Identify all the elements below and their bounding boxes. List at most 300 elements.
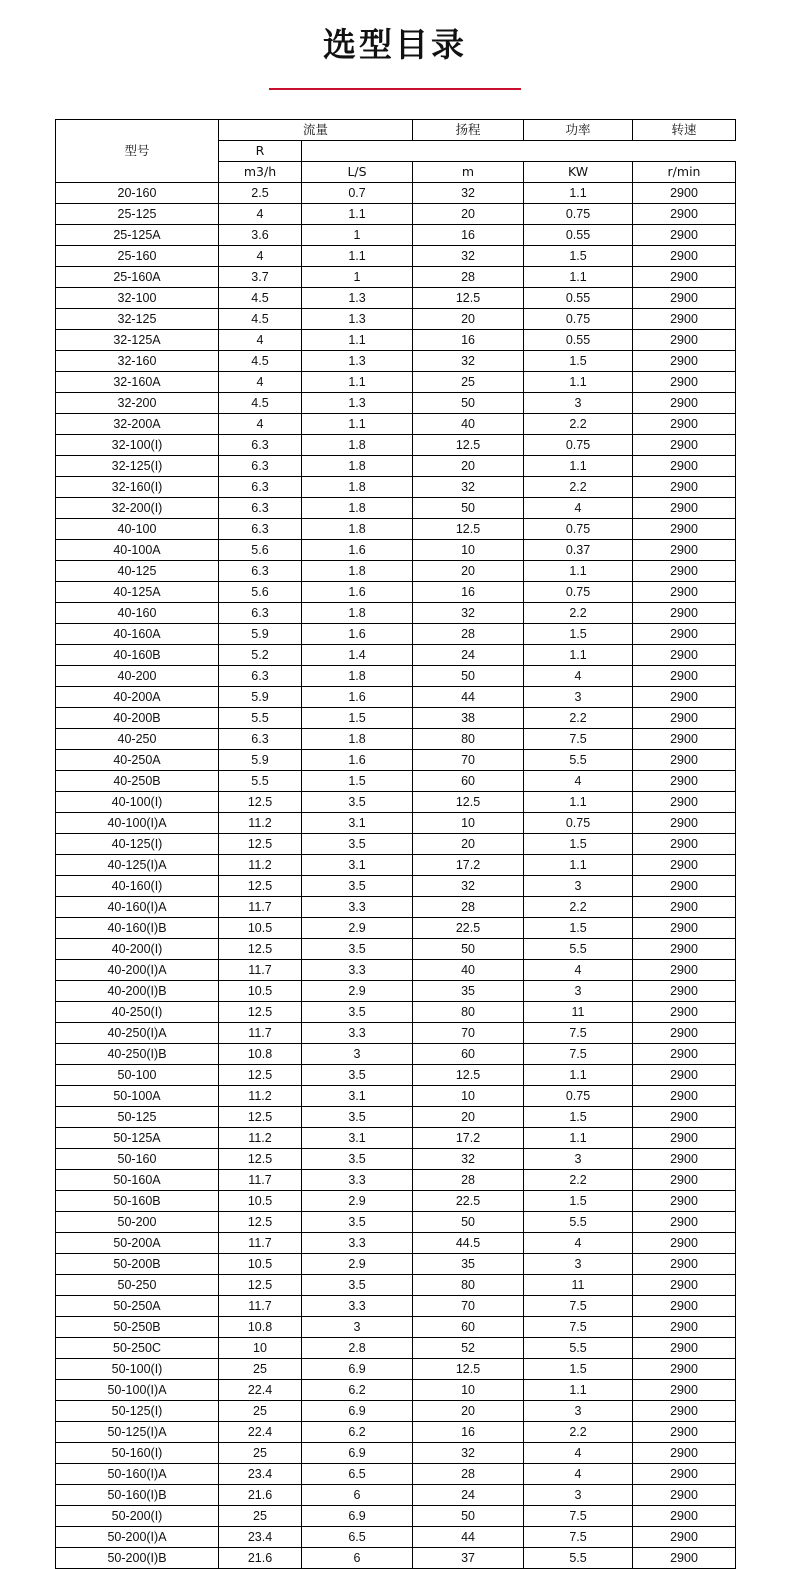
cell-flow-ls: 3.3 [302,1023,413,1044]
cell-flow-m3h: 6.3 [219,477,302,498]
cell-speed: 2900 [633,393,736,414]
cell-speed: 2900 [633,1233,736,1254]
cell-speed: 2900 [633,792,736,813]
cell-flow-m3h: 6.3 [219,666,302,687]
cell-speed: 2900 [633,750,736,771]
cell-power: 1.1 [524,1065,633,1086]
table-row [56,1065,736,1086]
cell-head: 24 [413,1485,524,1506]
cell-flow-ls: 3.5 [302,1107,413,1128]
cell-flow-m3h: 5.2 [219,645,302,666]
cell-flow-ls: 0.7 [302,183,413,204]
cell-flow-m3h: 25 [219,1359,302,1380]
cell-flow-m3h: 12.5 [219,876,302,897]
cell-model: 50-250 [56,1275,219,1296]
cell-flow-m3h: 4.5 [219,351,302,372]
cell-flow-m3h: 5.5 [219,708,302,729]
cell-flow-m3h: 12.5 [219,1002,302,1023]
cell-power: 1.1 [524,183,633,204]
cell-model: 25-125A [56,225,219,246]
cell-model: 40-160(I)A [56,897,219,918]
cell-flow-m3h: 4 [219,414,302,435]
cell-head: 80 [413,729,524,750]
table-row [56,1422,736,1443]
cell-power: 5.5 [524,750,633,771]
cell-power: 7.5 [524,1527,633,1548]
table-row [56,645,736,666]
cell-power: 0.75 [524,519,633,540]
cell-power: 3 [524,687,633,708]
cell-flow-ls: 3.3 [302,1170,413,1191]
cell-flow-ls: 6 [302,1548,413,1569]
cell-power: 5.5 [524,1338,633,1359]
cell-speed: 2900 [633,435,736,456]
table-row [56,246,736,267]
cell-flow-m3h: 21.6 [219,1548,302,1569]
cell-model: 40-250 [56,729,219,750]
cell-flow-m3h: 25 [219,1506,302,1527]
cell-flow-m3h: 23.4 [219,1464,302,1485]
cell-speed: 2900 [633,687,736,708]
cell-speed: 2900 [633,855,736,876]
cell-head: 40 [413,414,524,435]
table-row [56,1212,736,1233]
cell-power: 4 [524,1233,633,1254]
cell-speed: 2900 [633,267,736,288]
cell-flow-ls: 3.5 [302,876,413,897]
cell-power: 1.5 [524,834,633,855]
cell-flow-ls: 3.3 [302,1296,413,1317]
cell-power: 1.1 [524,792,633,813]
cell-model: 40-200A [56,687,219,708]
cell-flow-ls: 1.4 [302,645,413,666]
cell-model: 32-200(I) [56,498,219,519]
cell-model: 50-125A [56,1128,219,1149]
cell-flow-ls: 1.8 [302,729,413,750]
cell-flow-ls: 1.6 [302,750,413,771]
cell-flow-ls: 1.8 [302,498,413,519]
cell-flow-m3h: 6.3 [219,435,302,456]
cell-flow-m3h: 10 [219,1338,302,1359]
cell-head: 20 [413,456,524,477]
cell-flow-m3h: 22.4 [219,1380,302,1401]
cell-power: 0.75 [524,204,633,225]
cell-power: 1.5 [524,1359,633,1380]
cell-flow-ls: 2.9 [302,918,413,939]
cell-power: 0.75 [524,435,633,456]
table-row [56,1128,736,1149]
table-row [56,960,736,981]
table-row [56,876,736,897]
table-row [56,708,736,729]
cell-speed: 2900 [633,561,736,582]
cell-model: 50-160(I) [56,1443,219,1464]
cell-flow-ls: 1.8 [302,477,413,498]
cell-model: 50-200(I)B [56,1548,219,1569]
cell-power: 7.5 [524,729,633,750]
cell-flow-ls: 1.1 [302,372,413,393]
table-row [56,1380,736,1401]
cell-power: 4 [524,498,633,519]
cell-head: 32 [413,603,524,624]
cell-flow-m3h: 10.5 [219,1254,302,1275]
cell-speed: 2900 [633,246,736,267]
cell-head: 35 [413,981,524,1002]
cell-head: 50 [413,939,524,960]
cell-head: 60 [413,1044,524,1065]
cell-head: 17.2 [413,1128,524,1149]
table-row [56,1233,736,1254]
table-row [56,288,736,309]
cell-flow-ls: 1.6 [302,540,413,561]
table-row [56,981,736,1002]
page-title: 选型目录 [323,25,467,64]
column-header-head-unit: m [413,162,524,183]
table-row [56,225,736,246]
cell-power: 3 [524,1254,633,1275]
cell-flow-m3h: 4 [219,330,302,351]
cell-speed: 2900 [633,834,736,855]
column-header-model: 型号 [56,120,219,183]
cell-speed: 2900 [633,1506,736,1527]
cell-head: 16 [413,582,524,603]
table-row [56,1317,736,1338]
cell-power: 3 [524,876,633,897]
cell-flow-ls: 3.3 [302,960,413,981]
cell-speed: 2900 [633,1044,736,1065]
cell-power: 1.5 [524,1107,633,1128]
cell-model: 40-250(I) [56,1002,219,1023]
cell-head: 70 [413,1296,524,1317]
table-row [56,666,736,687]
cell-flow-m3h: 22.4 [219,1422,302,1443]
cell-speed: 2900 [633,981,736,1002]
cell-head: 24 [413,645,524,666]
cell-power: 1.1 [524,267,633,288]
cell-power: 2.2 [524,708,633,729]
cell-flow-ls: 1.8 [302,435,413,456]
cell-model: 50-200B [56,1254,219,1275]
cell-head: 44 [413,1527,524,1548]
cell-flow-m3h: 12.5 [219,939,302,960]
cell-model: 40-125(I) [56,834,219,855]
cell-head: 28 [413,624,524,645]
cell-model: 32-160A [56,372,219,393]
cell-speed: 2900 [633,540,736,561]
cell-model: 50-160B [56,1191,219,1212]
cell-head: 10 [413,1380,524,1401]
cell-head: 70 [413,750,524,771]
cell-power: 11 [524,1002,633,1023]
cell-head: 50 [413,1506,524,1527]
cell-head: 28 [413,1170,524,1191]
specification-table [55,119,736,1569]
cell-flow-ls: 6.2 [302,1422,413,1443]
table-body [56,183,736,1569]
cell-flow-m3h: 4 [219,246,302,267]
table-row [56,540,736,561]
cell-power: 3 [524,393,633,414]
cell-flow-m3h: 5.9 [219,624,302,645]
cell-head: 10 [413,540,524,561]
cell-power: 2.2 [524,477,633,498]
cell-speed: 2900 [633,645,736,666]
cell-flow-ls: 6 [302,1485,413,1506]
cell-head: 32 [413,876,524,897]
cell-speed: 2900 [633,330,736,351]
cell-power: 0.75 [524,1086,633,1107]
cell-head: 80 [413,1275,524,1296]
cell-model: 40-100(I) [56,792,219,813]
table-row [56,1044,736,1065]
cell-flow-m3h: 4 [219,372,302,393]
cell-power: 7.5 [524,1506,633,1527]
cell-power: 0.75 [524,582,633,603]
table-row [56,939,736,960]
cell-speed: 2900 [633,1086,736,1107]
cell-flow-ls: 6.9 [302,1506,413,1527]
cell-speed: 2900 [633,1548,736,1569]
cell-flow-m3h: 4.5 [219,393,302,414]
cell-power: 4 [524,666,633,687]
table-row [56,519,736,540]
table-row [56,1506,736,1527]
cell-flow-ls: 3.1 [302,855,413,876]
cell-flow-m3h: 4.5 [219,288,302,309]
cell-power: 11 [524,1275,633,1296]
cell-model: 40-200(I) [56,939,219,960]
cell-flow-m3h: 12.5 [219,1149,302,1170]
cell-head: 50 [413,1212,524,1233]
cell-model: 20-160 [56,183,219,204]
cell-model: 40-200B [56,708,219,729]
cell-model: 50-100 [56,1065,219,1086]
cell-speed: 2900 [633,729,736,750]
cell-flow-m3h: 4.5 [219,309,302,330]
cell-flow-ls: 3 [302,1044,413,1065]
table-row [56,1359,736,1380]
cell-model: 32-100 [56,288,219,309]
cell-model: 50-160A [56,1170,219,1191]
cell-flow-ls: 1.8 [302,666,413,687]
cell-power: 0.75 [524,309,633,330]
column-header-flow: 流量 [219,120,413,141]
cell-flow-ls: 3.5 [302,1149,413,1170]
cell-flow-m3h: 5.9 [219,687,302,708]
cell-model: 50-160 [56,1149,219,1170]
cell-model: 25-160A [56,267,219,288]
cell-speed: 2900 [633,1338,736,1359]
table-row [56,183,736,204]
cell-power: 1.5 [524,624,633,645]
cell-speed: 2900 [633,918,736,939]
cell-model: 40-250A [56,750,219,771]
table-row [56,897,736,918]
cell-speed: 2900 [633,582,736,603]
cell-flow-ls: 1.8 [302,561,413,582]
cell-model: 50-125 [56,1107,219,1128]
table-row [56,792,736,813]
cell-flow-ls: 3.5 [302,1212,413,1233]
cell-head: 70 [413,1023,524,1044]
cell-speed: 2900 [633,372,736,393]
cell-speed: 2900 [633,1485,736,1506]
cell-flow-m3h: 6.3 [219,603,302,624]
cell-speed: 2900 [633,771,736,792]
header-row-1 [56,120,736,141]
cell-speed: 2900 [633,666,736,687]
table-row [56,813,736,834]
cell-flow-ls: 6.9 [302,1443,413,1464]
spec-table-wrapper [55,119,735,1569]
table-row [56,1191,736,1212]
cell-model: 40-160 [56,603,219,624]
cell-speed: 2900 [633,876,736,897]
cell-flow-ls: 6.2 [302,1380,413,1401]
cell-head: 32 [413,246,524,267]
cell-speed: 2900 [633,1149,736,1170]
cell-model: 50-200(I) [56,1506,219,1527]
cell-power: 4 [524,771,633,792]
cell-power: 4 [524,1464,633,1485]
cell-power: 3 [524,1401,633,1422]
cell-model: 32-125(I) [56,456,219,477]
cell-speed: 2900 [633,603,736,624]
cell-speed: 2900 [633,1443,736,1464]
table-row [56,435,736,456]
table-row [56,1107,736,1128]
cell-head: 40 [413,960,524,981]
cell-model: 50-250B [56,1317,219,1338]
table-row [56,1548,736,1569]
cell-model: 32-160(I) [56,477,219,498]
cell-flow-m3h: 23.4 [219,1527,302,1548]
table-row [56,729,736,750]
cell-power: 1.1 [524,456,633,477]
column-header-speed-unit-2: r/min [633,162,736,183]
cell-flow-m3h: 10.5 [219,981,302,1002]
cell-speed: 2900 [633,183,736,204]
cell-head: 22.5 [413,918,524,939]
cell-model: 50-100(I) [56,1359,219,1380]
table-header [56,120,736,183]
cell-model: 50-125(I) [56,1401,219,1422]
cell-flow-m3h: 6.3 [219,519,302,540]
cell-speed: 2900 [633,351,736,372]
cell-flow-ls: 1.1 [302,246,413,267]
cell-model: 50-160(I)B [56,1485,219,1506]
cell-model: 32-100(I) [56,435,219,456]
cell-flow-ls: 3.5 [302,1002,413,1023]
table-row [56,1023,736,1044]
cell-model: 40-100 [56,519,219,540]
table-row [56,372,736,393]
cell-flow-m3h: 10.8 [219,1317,302,1338]
cell-head: 32 [413,351,524,372]
cell-speed: 2900 [633,1422,736,1443]
cell-power: 7.5 [524,1044,633,1065]
cell-flow-ls: 3.3 [302,1233,413,1254]
cell-flow-m3h: 12.5 [219,1275,302,1296]
cell-flow-ls: 2.9 [302,1254,413,1275]
cell-flow-ls: 2.9 [302,981,413,1002]
cell-head: 16 [413,330,524,351]
table-row [56,834,736,855]
cell-flow-m3h: 12.5 [219,1065,302,1086]
table-row [56,1296,736,1317]
cell-power: 0.37 [524,540,633,561]
cell-flow-m3h: 5.9 [219,750,302,771]
cell-model: 50-200(I)A [56,1527,219,1548]
cell-flow-m3h: 21.6 [219,1485,302,1506]
cell-power: 2.2 [524,603,633,624]
cell-flow-m3h: 25 [219,1443,302,1464]
cell-flow-ls: 1.6 [302,624,413,645]
cell-speed: 2900 [633,1464,736,1485]
cell-model: 40-125(I)A [56,855,219,876]
cell-head: 20 [413,1107,524,1128]
cell-model: 40-100A [56,540,219,561]
cell-power: 2.2 [524,414,633,435]
cell-flow-m3h: 12.5 [219,792,302,813]
table-row [56,918,736,939]
cell-flow-m3h: 12.5 [219,834,302,855]
table-row [56,855,736,876]
cell-head: 12.5 [413,435,524,456]
cell-head: 20 [413,834,524,855]
column-header-flow-unit-1: m3/h [219,162,302,183]
cell-flow-ls: 3.5 [302,1065,413,1086]
cell-flow-m3h: 3.7 [219,267,302,288]
cell-flow-m3h: 2.5 [219,183,302,204]
cell-speed: 2900 [633,1317,736,1338]
table-row [56,1002,736,1023]
cell-flow-m3h: 6.3 [219,456,302,477]
cell-speed: 2900 [633,1254,736,1275]
cell-flow-ls: 1.3 [302,288,413,309]
cell-head: 44 [413,687,524,708]
cell-model: 32-200 [56,393,219,414]
cell-model: 40-160A [56,624,219,645]
table-row [56,330,736,351]
cell-speed: 2900 [633,897,736,918]
cell-speed: 2900 [633,1023,736,1044]
cell-head: 20 [413,204,524,225]
cell-flow-m3h: 5.6 [219,582,302,603]
cell-speed: 2900 [633,1065,736,1086]
cell-power: 1.5 [524,918,633,939]
cell-power: 1.5 [524,246,633,267]
cell-head: 16 [413,1422,524,1443]
column-header-flow-unit-2: L/S [302,162,413,183]
cell-model: 50-125(I)A [56,1422,219,1443]
cell-flow-m3h: 11.7 [219,1233,302,1254]
cell-head: 28 [413,1464,524,1485]
cell-head: 28 [413,897,524,918]
cell-flow-m3h: 11.2 [219,1086,302,1107]
cell-flow-m3h: 11.7 [219,960,302,981]
table-row [56,603,736,624]
cell-model: 32-125 [56,309,219,330]
cell-flow-ls: 1.8 [302,456,413,477]
cell-head: 17.2 [413,855,524,876]
cell-flow-ls: 3.5 [302,939,413,960]
cell-head: 60 [413,1317,524,1338]
cell-flow-m3h: 6.3 [219,729,302,750]
cell-head: 38 [413,708,524,729]
table-row [56,1443,736,1464]
cell-speed: 2900 [633,1191,736,1212]
